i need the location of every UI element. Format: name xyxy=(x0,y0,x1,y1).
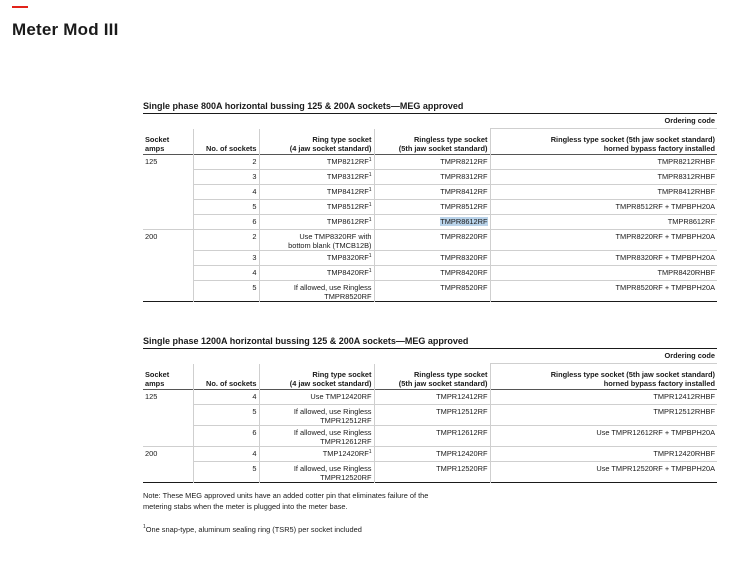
bypass-code: Use TMPR12520RF + TMPBPH20A xyxy=(596,464,715,473)
amps-value: 125 xyxy=(145,392,158,401)
table-title: Single phase 1200A horizontal bussing 125 & 200A sockets—MEG approved xyxy=(143,336,717,349)
cell-num-sockets xyxy=(193,170,259,185)
header-text: Ringless type socket (5th jaw socket standard) xyxy=(550,135,715,144)
page-title: Meter Mod III xyxy=(12,20,119,39)
footnote-ref: 1 xyxy=(368,449,372,455)
cell-ringless-type xyxy=(374,447,490,462)
cell-ringless-type xyxy=(374,462,490,483)
header-ring-type xyxy=(259,129,374,155)
cell-ring-type xyxy=(259,266,374,281)
cell-num-sockets xyxy=(193,281,259,302)
header-bypass xyxy=(490,129,717,155)
cell-bypass xyxy=(490,390,717,405)
amps-value: 125 xyxy=(145,157,158,166)
cell-ring-type xyxy=(259,462,374,483)
cell-bypass xyxy=(490,281,717,302)
table-row xyxy=(143,185,717,200)
blank-cell xyxy=(193,114,259,129)
ring-code: Use TMP8320RF with xyxy=(299,232,372,241)
bypass-code: TMPR12512RHBF xyxy=(653,407,715,416)
footnote-text: One snap-type, aluminum sealing ring (TSR5) per socket included xyxy=(145,525,362,534)
cell-num-sockets xyxy=(193,200,259,215)
header-text: amps xyxy=(145,144,165,153)
header-num-sockets xyxy=(193,364,259,390)
header-row xyxy=(143,364,717,390)
cell-num-sockets xyxy=(193,155,259,170)
cell-socket-amps xyxy=(143,230,193,251)
header-ringless-type xyxy=(374,364,490,390)
ringless-code: TMPR8220RF xyxy=(440,232,488,241)
cell-ring-type xyxy=(259,390,374,405)
sockets-value: 4 xyxy=(252,392,257,401)
table-row xyxy=(143,281,717,302)
header-text: Ring type socket xyxy=(312,370,372,379)
header-text: Socket xyxy=(145,135,170,144)
cell-ringless-type xyxy=(374,426,490,447)
header-text: No. of sockets xyxy=(205,144,257,153)
ring-code: TMP12420RF xyxy=(322,449,369,458)
header-text: amps xyxy=(145,379,165,388)
table-row xyxy=(143,462,717,483)
bypass-code: TMPR12420RHBF xyxy=(653,449,715,458)
amps-value: 200 xyxy=(145,449,158,458)
sockets-value: 6 xyxy=(252,428,257,437)
bypass-code: TMPR8512RF + TMPBPH20A xyxy=(615,202,715,211)
cell-socket-amps xyxy=(143,447,193,462)
footnote-mark: 1 xyxy=(143,524,146,530)
table-section-1200a xyxy=(143,336,717,483)
ring-code-line2: TMPR12512RF xyxy=(320,416,372,425)
cell-bypass xyxy=(490,266,717,281)
header-text: horned bypass factory installed xyxy=(603,144,715,153)
cell-socket-amps xyxy=(143,281,193,302)
ringless-code: TMPR12512RF xyxy=(436,407,488,416)
cell-num-sockets xyxy=(193,230,259,251)
table-row xyxy=(143,447,717,462)
cell-ringless-type xyxy=(374,185,490,200)
cell-socket-amps xyxy=(143,155,193,170)
header-text: Socket xyxy=(145,370,170,379)
cell-socket-amps xyxy=(143,266,193,281)
ringless-code: TMPR8212RF xyxy=(440,157,488,166)
footnote-ref: 1 xyxy=(368,157,372,163)
sockets-value: 5 xyxy=(252,202,257,211)
note-line: Note: These MEG approved units have an added cotter pin that eliminates failure of the xyxy=(143,491,429,500)
cell-num-sockets xyxy=(193,215,259,230)
ring-code: TMP8420RF xyxy=(326,268,369,277)
cell-socket-amps xyxy=(143,251,193,266)
sockets-value: 5 xyxy=(252,283,257,292)
table-title: Single phase 800A horizontal bussing 125 & 200A sockets—MEG approved xyxy=(143,101,717,114)
ringless-code: TMPR8320RF xyxy=(440,253,488,262)
cell-num-sockets xyxy=(193,185,259,200)
header-text: (4 jaw socket standard) xyxy=(289,379,372,388)
ring-code: If allowed, use Ringless xyxy=(293,283,372,292)
ring-code: If allowed, use Ringless xyxy=(293,407,372,416)
cell-socket-amps xyxy=(143,426,193,447)
blank-cell xyxy=(259,349,374,364)
header-ring-type xyxy=(259,364,374,390)
ordering-code-label xyxy=(490,349,717,364)
ring-code: TMP8512RF xyxy=(326,202,369,211)
table-row xyxy=(143,266,717,281)
header-text: Ring type socket xyxy=(312,135,372,144)
header-socket-amps xyxy=(143,129,193,155)
cell-ring-type xyxy=(259,281,374,302)
sockets-value: 6 xyxy=(252,217,257,226)
cell-num-sockets xyxy=(193,266,259,281)
ring-code: If allowed, use Ringless xyxy=(293,464,372,473)
table-section-800a xyxy=(143,101,717,302)
note-line: metering stabs when the meter is plugged into the meter base. xyxy=(143,502,348,511)
cell-ringless-type xyxy=(374,266,490,281)
ring-code-line2: TMPR12612RF xyxy=(320,437,372,446)
ringless-code: TMPR8412RF xyxy=(440,187,488,196)
cell-ring-type xyxy=(259,426,374,447)
cell-num-sockets xyxy=(193,405,259,426)
header-text: Ringless type socket (5th jaw socket standard) xyxy=(550,370,715,379)
sockets-value: 2 xyxy=(252,157,257,166)
cell-ringless-type xyxy=(374,230,490,251)
cell-ringless-type xyxy=(374,215,490,230)
header-text: (5th jaw socket standard) xyxy=(398,379,488,388)
cell-bypass xyxy=(490,447,717,462)
sockets-value: 5 xyxy=(252,464,257,473)
accent-bar xyxy=(12,6,28,8)
ring-code: TMP8212RF xyxy=(326,157,369,166)
table-row xyxy=(143,155,717,170)
sockets-value: 3 xyxy=(252,172,257,181)
cell-ring-type xyxy=(259,447,374,462)
header-socket-amps xyxy=(143,364,193,390)
cell-socket-amps xyxy=(143,170,193,185)
ordering-code-row xyxy=(143,349,717,364)
cell-num-sockets xyxy=(193,462,259,483)
footnote-ref: 1 xyxy=(368,268,372,274)
bypass-code: TMPR12412RHBF xyxy=(653,392,715,401)
ordering-code-text: Ordering code xyxy=(664,351,715,360)
cell-ring-type xyxy=(259,155,374,170)
cell-ring-type xyxy=(259,185,374,200)
cell-ringless-type xyxy=(374,251,490,266)
header-text: Ringless type socket xyxy=(413,370,488,379)
cell-bypass xyxy=(490,251,717,266)
sockets-value: 4 xyxy=(252,187,257,196)
cell-bypass xyxy=(490,200,717,215)
cell-ring-type xyxy=(259,405,374,426)
cell-bypass xyxy=(490,170,717,185)
header-row xyxy=(143,129,717,155)
table-row xyxy=(143,405,717,426)
ringless-code: TMPR12420RF xyxy=(436,449,488,458)
cell-ringless-type xyxy=(374,405,490,426)
footnote-ref: 1 xyxy=(368,172,372,178)
ordering-code-row xyxy=(143,114,717,129)
meg-note xyxy=(143,490,428,512)
table-row xyxy=(143,215,717,230)
ring-code: Use TMP12420RF xyxy=(310,392,372,401)
footnote-ref: 1 xyxy=(368,202,372,208)
ordering-table-1200a xyxy=(143,349,717,483)
cell-bypass xyxy=(490,215,717,230)
cell-ring-type xyxy=(259,215,374,230)
cell-ringless-type xyxy=(374,281,490,302)
cell-ring-type xyxy=(259,230,374,251)
header-num-sockets xyxy=(193,129,259,155)
sockets-value: 4 xyxy=(252,268,257,277)
header-text: (5th jaw socket standard) xyxy=(398,144,488,153)
header-bypass xyxy=(490,364,717,390)
ringless-code: TMPR8520RF xyxy=(440,283,488,292)
ordering-code-label xyxy=(490,114,717,129)
footnote-ref: 1 xyxy=(368,253,372,259)
header-text: horned bypass factory installed xyxy=(603,379,715,388)
ringless-code: TMPR8612RF xyxy=(440,217,488,226)
ringless-code: TMPR8512RF xyxy=(440,202,488,211)
cell-ring-type xyxy=(259,251,374,266)
ring-code: TMP8320RF xyxy=(326,253,369,262)
bypass-code: TMPR8612RF xyxy=(667,217,715,226)
cell-num-sockets xyxy=(193,251,259,266)
blank-cell xyxy=(374,114,490,129)
ringless-code: TMPR12520RF xyxy=(436,464,488,473)
ring-code-line2: TMPR12520RF xyxy=(320,473,372,482)
header-text: Ringless type socket xyxy=(413,135,488,144)
cell-bypass xyxy=(490,155,717,170)
cell-bypass xyxy=(490,185,717,200)
cell-num-sockets xyxy=(193,390,259,405)
ringless-code: TMPR12412RF xyxy=(436,392,488,401)
blank-cell xyxy=(143,349,193,364)
cell-ringless-type xyxy=(374,155,490,170)
footnote xyxy=(143,524,362,535)
blank-cell xyxy=(259,114,374,129)
cell-socket-amps xyxy=(143,405,193,426)
ring-code: If allowed, use Ringless xyxy=(293,428,372,437)
cell-ring-type xyxy=(259,170,374,185)
sockets-value: 2 xyxy=(252,232,257,241)
sockets-value: 3 xyxy=(252,253,257,262)
cell-bypass xyxy=(490,230,717,251)
table-row xyxy=(143,390,717,405)
cell-num-sockets xyxy=(193,447,259,462)
header-ringless-type xyxy=(374,129,490,155)
cell-bypass xyxy=(490,426,717,447)
cell-socket-amps xyxy=(143,185,193,200)
cell-num-sockets xyxy=(193,426,259,447)
header-text: (4 jaw socket standard) xyxy=(289,144,372,153)
bypass-code: TMPR8212RHBF xyxy=(657,157,715,166)
cell-socket-amps xyxy=(143,215,193,230)
ring-code-line2: bottom blank (TMCB12B) xyxy=(288,241,372,250)
footnote-ref: 1 xyxy=(368,187,372,193)
ring-code-line2: TMPR8520RF xyxy=(324,292,372,301)
blank-cell xyxy=(374,349,490,364)
cell-ringless-type xyxy=(374,200,490,215)
footnote-ref: 1 xyxy=(368,217,372,223)
bypass-code: TMPR8412RHBF xyxy=(657,187,715,196)
cell-ringless-type xyxy=(374,390,490,405)
blank-cell xyxy=(193,349,259,364)
table-row xyxy=(143,170,717,185)
bypass-code: TMPR8320RF + TMPBPH20A xyxy=(615,253,715,262)
blank-cell xyxy=(143,114,193,129)
bypass-code: TMPR8520RF + TMPBPH20A xyxy=(615,283,715,292)
header-text: No. of sockets xyxy=(205,379,257,388)
table-row xyxy=(143,230,717,251)
cell-socket-amps xyxy=(143,390,193,405)
bypass-code: TMPR8312RHBF xyxy=(657,172,715,181)
ringless-code: TMPR12612RF xyxy=(436,428,488,437)
table-row xyxy=(143,200,717,215)
ringless-code: TMPR8420RF xyxy=(440,268,488,277)
ring-code: TMP8612RF xyxy=(326,217,369,226)
table-row xyxy=(143,426,717,447)
cell-socket-amps xyxy=(143,462,193,483)
ring-code: TMP8412RF xyxy=(326,187,369,196)
bypass-code: Use TMPR12612RF + TMPBPH20A xyxy=(596,428,715,437)
cell-bypass xyxy=(490,462,717,483)
cell-bypass xyxy=(490,405,717,426)
sockets-value: 4 xyxy=(252,449,257,458)
ring-code: TMP8312RF xyxy=(326,172,369,181)
bypass-code: TMPR8420RHBF xyxy=(657,268,715,277)
ringless-code: TMPR8312RF xyxy=(440,172,488,181)
amps-value: 200 xyxy=(145,232,158,241)
bypass-code: TMPR8220RF + TMPBPH20A xyxy=(615,232,715,241)
sockets-value: 5 xyxy=(252,407,257,416)
cell-socket-amps xyxy=(143,200,193,215)
cell-ringless-type xyxy=(374,170,490,185)
ordering-code-text: Ordering code xyxy=(664,116,715,125)
cell-ring-type xyxy=(259,200,374,215)
ordering-table-800a xyxy=(143,114,717,302)
table-row xyxy=(143,251,717,266)
